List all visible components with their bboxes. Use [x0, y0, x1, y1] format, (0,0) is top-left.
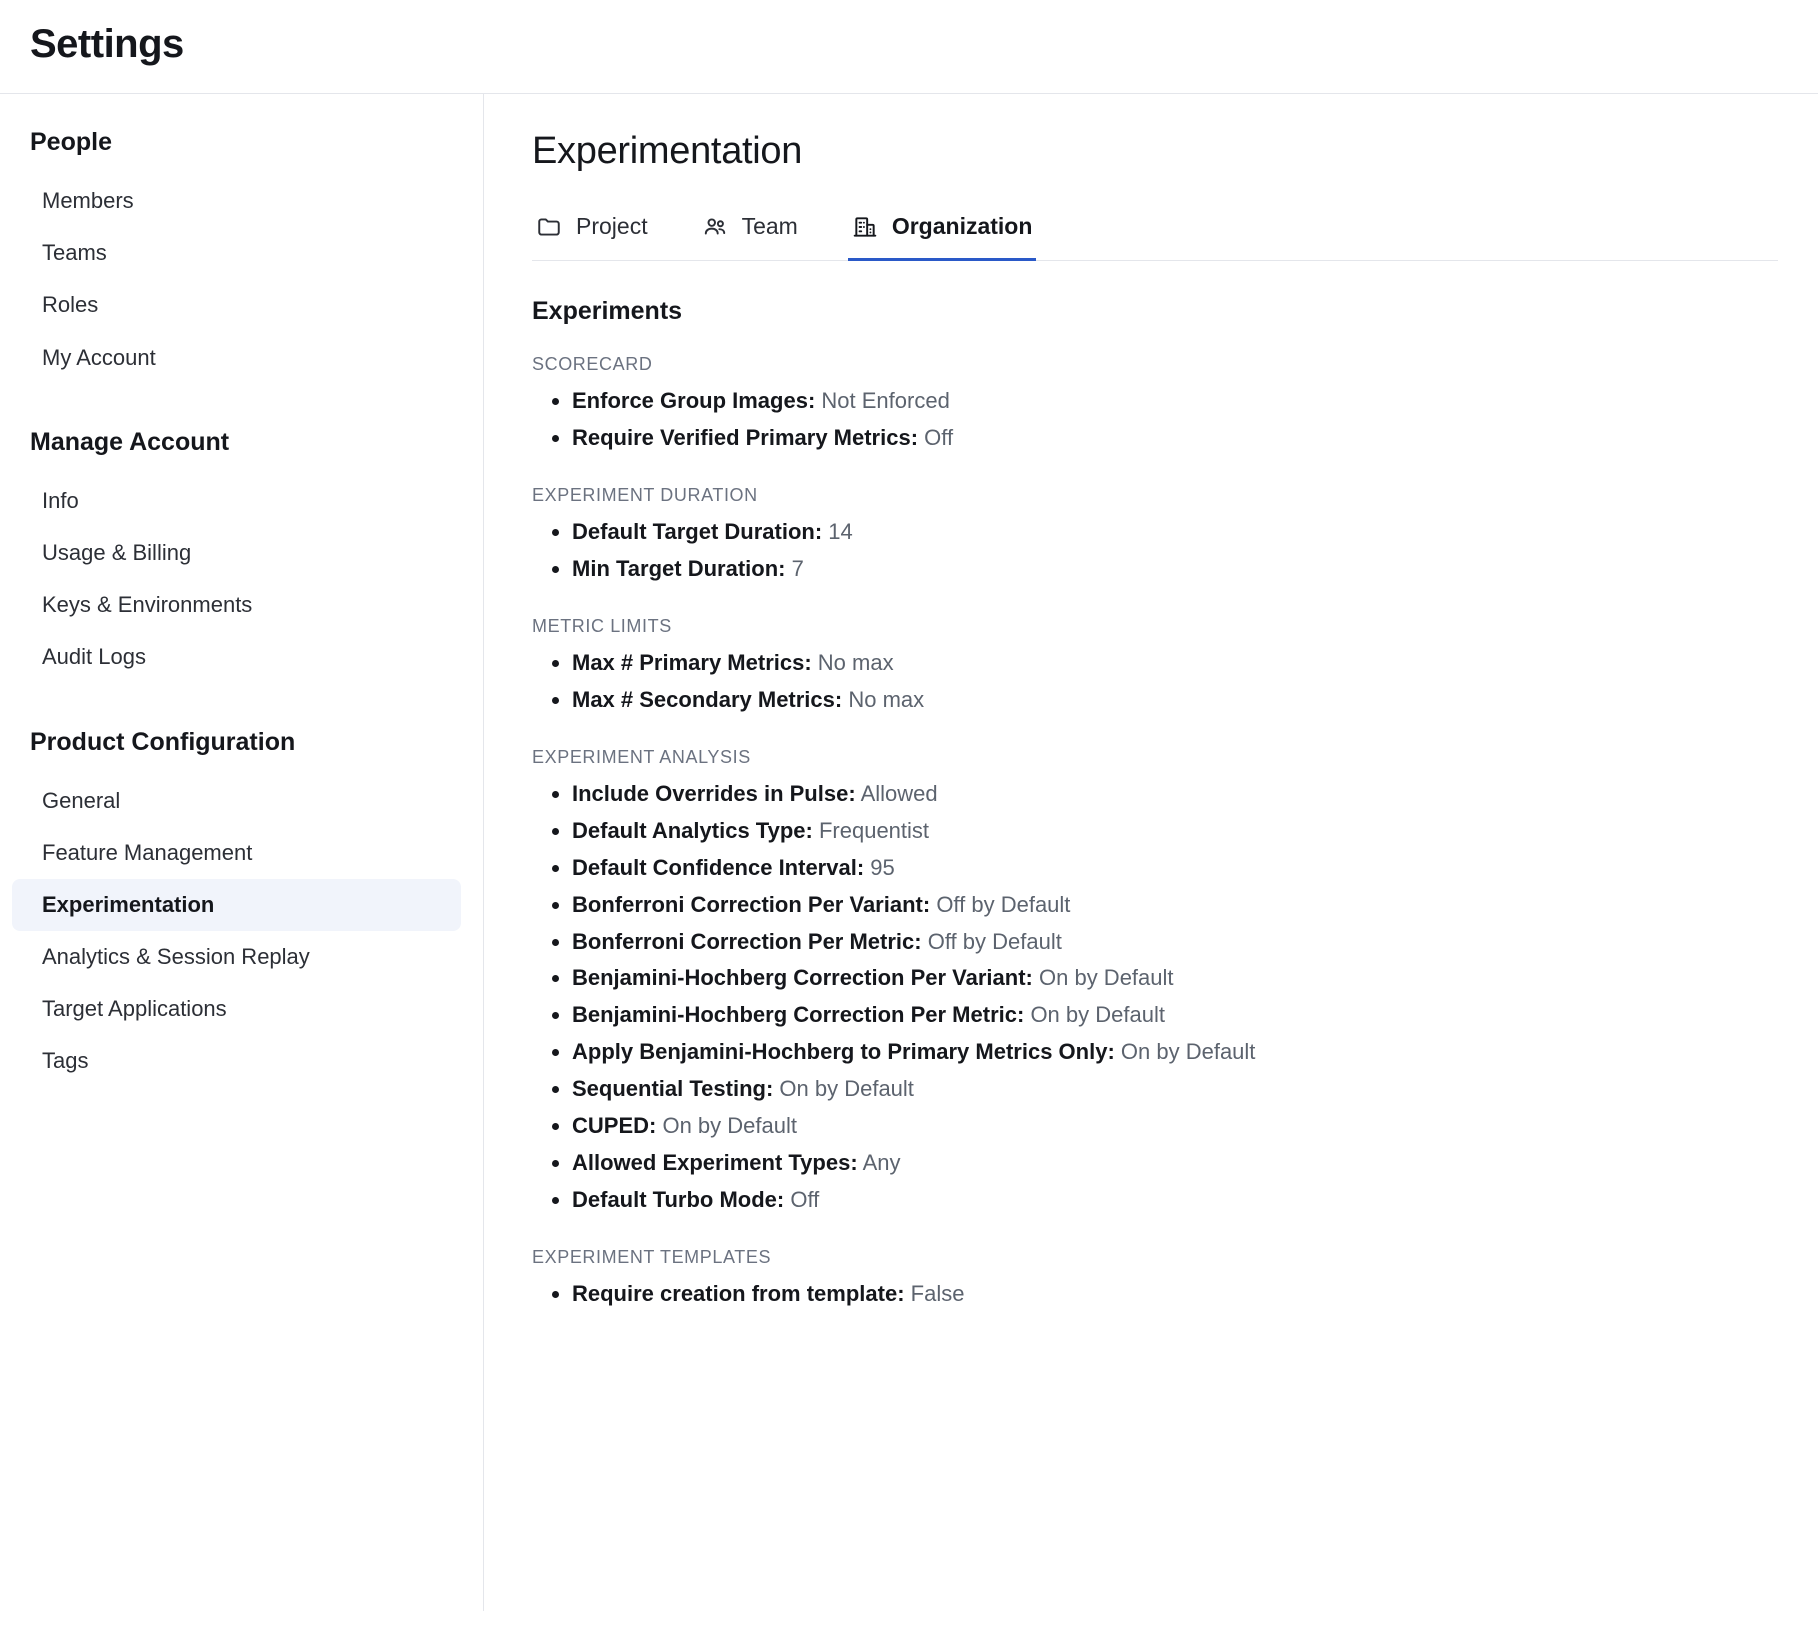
list-item — [572, 682, 1778, 719]
list-item — [572, 1034, 1778, 1071]
settings-list — [532, 383, 1778, 457]
list-item — [572, 645, 1778, 682]
setting-value: Off by Default — [936, 891, 1071, 917]
list-item — [572, 1145, 1778, 1182]
organization-icon — [852, 214, 878, 240]
tab-project-label: Project — [576, 213, 648, 239]
settings-layout — [0, 93, 1818, 1611]
sidebar-item-info[interactable]: Info — [42, 487, 79, 513]
sidebar-item-general[interactable]: General — [42, 787, 121, 813]
setting-value: Off by Default — [927, 928, 1062, 954]
setting-value: On by Default — [1030, 1002, 1165, 1028]
sidebar-group — [0, 128, 483, 384]
settings-group-label: SCORECARD — [532, 354, 653, 374]
tab-organization-label: Organization — [891, 213, 1033, 239]
sidebar-group — [0, 728, 483, 1088]
people-icon — [702, 214, 728, 240]
list-item — [572, 887, 1778, 924]
list-item — [572, 1182, 1778, 1219]
setting-key: Bonferroni Correction Per Variant: — [572, 891, 931, 917]
list-item — [572, 1108, 1778, 1145]
scope-tabs — [532, 207, 1778, 261]
setting-key: Require Verified Primary Metrics: — [572, 424, 919, 450]
sidebar-item-tags[interactable]: Tags — [42, 1048, 89, 1074]
list-item — [572, 551, 1778, 588]
sidebar-item-audit-logs[interactable]: Audit Logs — [42, 644, 146, 670]
sidebar-item-usage-billing[interactable]: Usage & Billing — [42, 539, 192, 565]
tab-team[interactable] — [698, 207, 802, 261]
setting-value: 95 — [870, 854, 895, 880]
setting-value: No max — [817, 649, 894, 675]
setting-key: Default Confidence Interval: — [572, 854, 865, 880]
setting-key: Default Turbo Mode: — [572, 1187, 785, 1213]
setting-value: Off — [790, 1187, 820, 1213]
sidebar-item-roles[interactable]: Roles — [42, 292, 99, 318]
setting-value: Not Enforced — [821, 388, 950, 413]
setting-key: Benjamini-Hochberg Correction Per Variant: — [572, 965, 1033, 991]
sidebar-group-title: Product Configuration — [30, 727, 296, 756]
sidebar-item-target-applications[interactable]: Target Applications — [42, 996, 227, 1022]
list-item — [572, 850, 1778, 887]
sidebar-group-title: People — [30, 128, 112, 156]
list-item — [572, 1071, 1778, 1108]
setting-value: Allowed — [860, 780, 938, 806]
sidebar-item-analytics-session-replay[interactable]: Analytics & Session Replay — [42, 944, 310, 970]
setting-value: False — [910, 1281, 965, 1307]
setting-key: Enforce Group Images: — [572, 388, 816, 413]
setting-key: Apply Benjamini-Hochberg to Primary Metrics Only: — [572, 1039, 1115, 1065]
list-item — [572, 383, 1778, 420]
settings-content — [484, 94, 1818, 1611]
list-item — [572, 924, 1778, 961]
tab-organization[interactable] — [848, 207, 1037, 261]
list-item — [572, 420, 1778, 457]
setting-key: Bonferroni Correction Per Metric: — [572, 928, 922, 954]
setting-key: Max # Secondary Metrics: — [572, 686, 843, 712]
tab-team-label: Team — [741, 213, 798, 239]
section-title-experiments: Experiments — [532, 297, 683, 325]
page-title: Settings — [30, 22, 184, 66]
setting-value: Off — [924, 424, 954, 450]
setting-key: Default Target Duration: — [572, 518, 823, 544]
setting-key: CUPED: — [572, 1113, 657, 1139]
setting-value: 7 — [791, 555, 804, 581]
setting-key: Benjamini-Hochberg Correction Per Metric: — [572, 1002, 1025, 1028]
sidebar-item-my-account[interactable]: My Account — [42, 344, 156, 370]
setting-value: No max — [848, 686, 925, 712]
settings-list — [532, 514, 1778, 588]
sidebar-group-title: Manage Account — [30, 427, 230, 456]
settings-group-label: EXPERIMENT DURATION — [532, 484, 758, 505]
settings-sidebar — [0, 94, 484, 1611]
list-item — [572, 776, 1778, 813]
sidebar-item-experimentation[interactable]: Experimentation — [12, 879, 461, 931]
setting-value: On by Default — [1039, 965, 1174, 991]
setting-value: On by Default — [779, 1076, 914, 1102]
list-item — [572, 960, 1778, 997]
sidebar-group — [0, 428, 483, 684]
sidebar-item-keys-environments[interactable]: Keys & Environments — [42, 592, 253, 618]
sidebar-item-teams[interactable]: Teams — [42, 240, 107, 266]
experiment-settings-groups — [532, 354, 1778, 1313]
setting-key: Include Overrides in Pulse: — [572, 780, 856, 806]
setting-value: On by Default — [1120, 1039, 1256, 1065]
folder-icon — [536, 214, 562, 240]
setting-key: Require creation from template: — [572, 1281, 905, 1307]
setting-key: Allowed Experiment Types: — [572, 1150, 858, 1176]
setting-value: 14 — [828, 518, 853, 544]
settings-list — [532, 645, 1778, 719]
setting-key: Default Analytics Type: — [572, 817, 813, 843]
setting-key: Sequential Testing: — [572, 1076, 774, 1102]
list-item — [572, 997, 1778, 1034]
tab-project[interactable] — [532, 207, 652, 261]
settings-list — [532, 1276, 1778, 1313]
setting-value: On by Default — [662, 1113, 797, 1139]
sidebar-item-members[interactable]: Members — [42, 188, 134, 213]
settings-group-label: METRIC LIMITS — [532, 615, 672, 636]
setting-key: Max # Primary Metrics: — [572, 649, 812, 675]
setting-value: Frequentist — [818, 817, 930, 843]
settings-group-label: EXPERIMENT ANALYSIS — [532, 746, 751, 767]
setting-key: Min Target Duration: — [572, 555, 786, 581]
list-item — [572, 813, 1778, 850]
sidebar-item-feature-management[interactable]: Feature Management — [42, 839, 253, 865]
list-item — [572, 1276, 1778, 1313]
settings-list — [532, 776, 1778, 1219]
list-item — [572, 514, 1778, 551]
content-title: Experimentation — [532, 130, 803, 172]
setting-value: Any — [862, 1150, 901, 1176]
settings-group-label: EXPERIMENT TEMPLATES — [532, 1247, 772, 1268]
